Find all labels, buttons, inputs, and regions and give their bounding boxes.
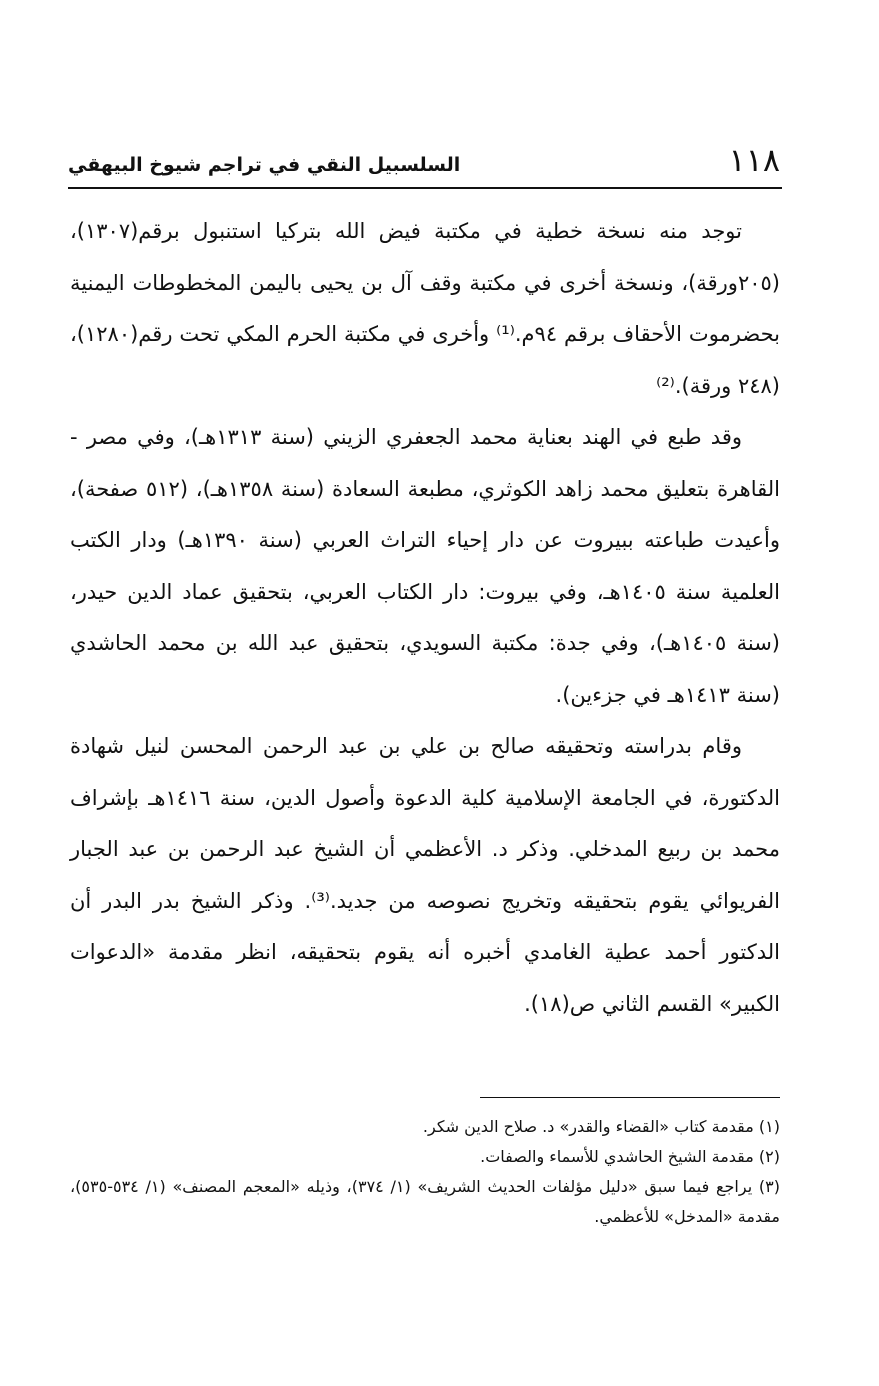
paragraph-editions: وقد طبع في الهند بعناية محمد الجعفري الزيني (سنة ١٣١٣هـ)، وفي مصر - القاهرة بتعليق محمد زاهد الكوثري، مطبعة السعادة (سنة ١٣٥٨هـ)، (٥١٢ صفحة)، وأعيدت طباعته ببيروت عن دار إحياء التراث العربي (سنة ١٣٩٠هـ) ودار الكتب العلمية سنة ١٤٠٥هـ، وفي بيروت: دار الكتاب العربي، بتحقيق عماد الدين حيدر، (سنة ١٤٠٥هـ)، وفي جدة: مكتبة السويدي، بتحقيق عبد الله بن محمد الحاشدي (سنة ١٤١٣هـ في جزءين). xyxy=(70,425,780,707)
footnotes xyxy=(70,1112,780,1232)
page-header xyxy=(68,140,780,188)
header-rule xyxy=(68,187,782,189)
paragraph-manuscripts: توجد منه نسخة خطية في مكتبة فيض الله بتركيا استنبول برقم(١٣٠٧)، (٢٠٥ورقة)، ونسخة أخرى في مكتبة وقف آل بن يحيى باليمن المخطوطات اليمنية بحضرموت الأحقاف برقم ٩٤م.⁽¹⁾ وأخرى في مكتبة الحرم المكي تحت رقم(١٢٨٠)، (٢٤٨ ورقة).⁽²⁾ xyxy=(70,219,780,398)
footnote-rule xyxy=(480,1097,780,1098)
footnote-3: (٣) يراجع فيما سبق «دليل مؤلفات الحديث الشريف» (١/ ٣٧٤)، وذيله «المعجم المصنف» (١/ ٥٣٤-٥٣٥)، مقدمة «المدخل» للأعظمي. xyxy=(70,1177,780,1226)
running-title: السلسبيل النقي في تراجم شيوخ البيهقي xyxy=(68,154,461,176)
main-text xyxy=(70,206,780,1030)
footnote-1: (١) مقدمة كتاب «القضاء والقدر» د. صلاح الدين شكر. xyxy=(422,1117,780,1136)
footnote-2: (٢) مقدمة الشيخ الحاشدي للأسماء والصفات. xyxy=(480,1147,780,1166)
paragraph-study: وقام بدراسته وتحقيقه صالح بن علي بن عبد الرحمن المحسن لنيل شهادة الدكتورة، في الجامعة الإسلامية كلية الدعوة وأصول الدين، سنة ١٤١٦هـ بإشراف محمد بن ربيع المدخلي. وذكر د. الأعظمي أن الشيخ عبد الرحمن بن عبد الجبار الفريوائي يقوم بتحقيقه وتخريج نصوصه من جديد.⁽³⁾. وذكر الشيخ بدر البدر أن الدكتور أحمد عطية الغامدي أخبره أنه يقوم بتحقيقه، انظر مقدمة «الدعوات الكبير» القسم الثاني ص(١٨). xyxy=(70,734,780,1016)
page-number: ١١٨ xyxy=(728,141,780,179)
